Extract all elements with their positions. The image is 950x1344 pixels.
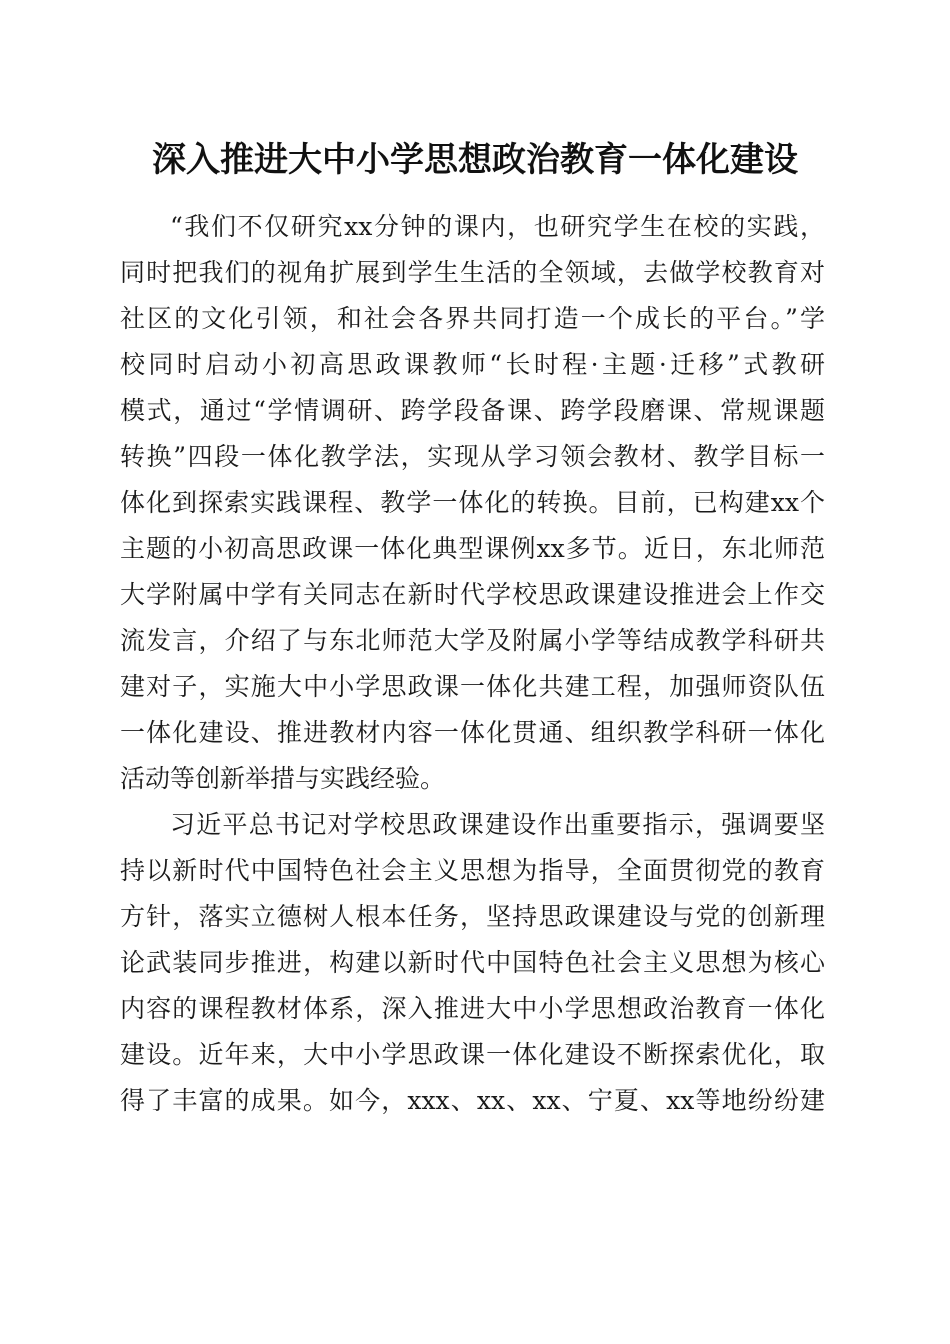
text-line: 主题的小初高思政课一体化典型课例xx多节。近日，东北师范 [120,534,825,563]
text-line: “我们不仅研究xx分钟的课内，也研究学生在校的实践， [170,212,825,241]
text-line: 校同时启动小初高思政课教师“长时程·主题·迁移”式教研 [120,350,825,379]
text-line: 模式，通过“学情调研、跨学段备课、跨学段磨课、常规课题 [120,396,825,425]
text-line: 大学附属中学有关同志在新时代学校思政课建设推进会上作交 [120,580,825,609]
text-line: 转换”四段一体化教学法，实现从学习领会教材、教学目标一 [120,442,825,471]
text-line: 同时把我们的视角扩展到学生生活的全领域，去做学校教育对 [120,258,825,287]
text-line: 持以新时代中国特色社会主义思想为指导，全面贯彻党的教育 [120,856,825,885]
document-body [120,204,825,1124]
text-line: 习近平总书记对学校思政课建设作出重要指示，强调要坚 [170,810,825,839]
paragraph-2 [120,802,825,1124]
text-line: 内容的课程教材体系，深入推进大中小学思想政治教育一体化 [120,994,825,1023]
text-line: 得了丰富的成果。如今，xxx、xx、xx、宁夏、xx等地纷纷建 [120,1086,825,1115]
text-line: 方针，落实立德树人根本任务，坚持思政课建设与党的创新理 [120,902,825,931]
text-line: 建对子，实施大中小学思政课一体化共建工程，加强师资队伍 [120,672,825,701]
text-line: 流发言，介绍了与东北师范大学及附属小学等结成教学科研共 [120,626,825,655]
text-line: 建设。近年来，大中小学思政课一体化建设不断探索优化，取 [120,1040,825,1069]
text-line: 论武装同步推进，构建以新时代中国特色社会主义思想为核心 [120,948,825,977]
paragraph-1 [120,204,825,802]
text-line: 体化到探索实践课程、教学一体化的转换。目前，已构建xx个 [120,488,825,517]
text-line: 一体化建设、推进教材内容一体化贯通、组织教学科研一体化 [120,718,825,747]
text-line: 活动等创新举措与实践经验。 [120,764,446,793]
text-line: 社区的文化引领，和社会各界共同打造一个成长的平台。”学 [120,304,825,333]
document-title: 深入推进大中小学思想政治教育一体化建设 [152,140,798,180]
